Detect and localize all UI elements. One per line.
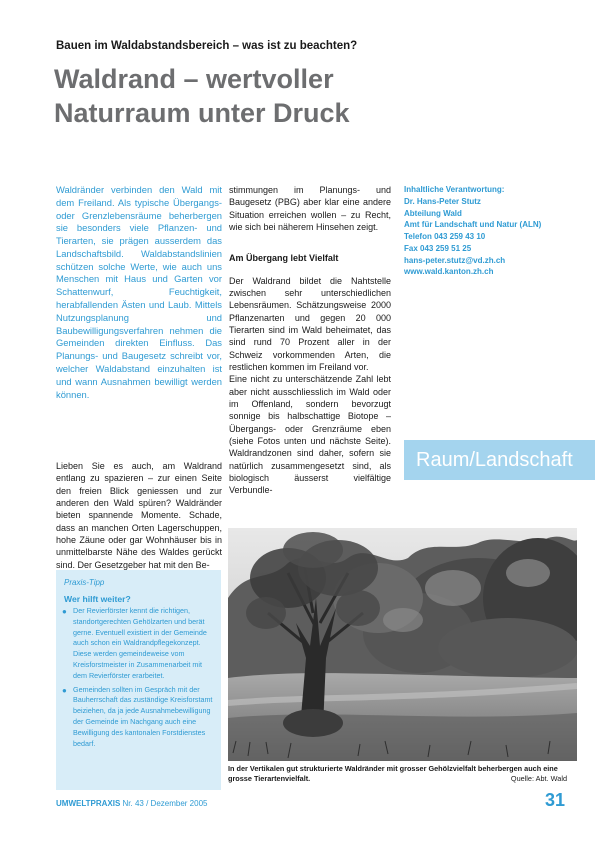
article-title	[54, 62, 474, 131]
contact-email[interactable]: hans-peter.stutz@vd.zh.ch	[404, 255, 506, 265]
body-intro: stimmungen im Planungs- und Baugesetz (PBG) aber klar eine andere Situation erreichen wollen – zu Recht, wie sich bei näherem Hinsehen zeigt.	[229, 185, 391, 232]
tip-list	[60, 606, 215, 752]
magazine-name: UMWELTPRAXIS	[56, 799, 121, 808]
tip-item-text: Gemeinden sollten im Gespräch mit der Bauherrschaft das zuständige Kreisforstamt beiziehen, da ja jede Ausnahmebewilligung der Gemeinde im Nachgang auch eine Bewilligung des kantonalen Forstdienstes bedarf.	[73, 684, 213, 748]
lead-paragraph: Waldränder verbinden den Wald mit dem Freiland. Als typische Übergangs- oder Grenzlebensräume beherbergen sie besonders viele Pflanzen- und Tierarten, sie prägen ausserdem das Landschaftsbild. Waldabstandslinien schützen solche Werte, wie auch uns Menschen mit Haus und Garten vor Schattenwurf, Feuchtigkeit, herabfallenden Ästen und Laub. Mittels Nutzungsplanung und Baubewilligungsverfahren nehmen die Gemeinden direkten Einfluss. Das Planungs- und Baugesetz schreibt vor, welcher Waldabstand einzuhalten ist und wann Ausnahmen bewilligt werden können.	[56, 184, 222, 400]
body-column-1: Lieben Sie es auch, am Waldrand entlang zu spazieren – zur einen Seite den freien Blick geniessen und zur anderen den Wald spüren? Waldränder bieten spannende Momente. Schade, dass an manchen Orten Lagerschuppen, hohe Zäune oder gar Wohnhäuser bis in unmittelbarste Nähe des Waldes gerückt sind. Der Gesetzgeber hat mit den Be-	[56, 461, 222, 570]
body-paragraph-2: Eine nicht zu unterschätzende Zahl lebt aber nicht ausschliesslich im Wald oder im Offenland, sondern bevorzugt sonnige bis halbschattige Biotope – Übergangs- oder Grenzräume eben (siehe Fotos unten und nächste Seite). Waldrandzonen sind daher, sofern sie natürlich zusammengesetzt sind, als biologisch äusserst vielfältige Verbundle-	[229, 374, 391, 496]
article-kicker: Bauen im Waldabstandsbereich – was ist zu beachten?	[56, 40, 358, 52]
bullet-icon: ●	[62, 607, 67, 616]
forest-edge-photo	[228, 528, 577, 761]
contact-department: Abteilung Wald	[404, 208, 462, 218]
tip-title: Wer hilft weiter?	[64, 594, 131, 604]
contact-box	[404, 184, 574, 278]
tip-item	[60, 685, 215, 750]
contact-website[interactable]: www.wald.kanton.zh.ch	[404, 267, 494, 277]
contact-phone: Telefon 043 259 43 10	[404, 232, 486, 241]
bullet-icon: ●	[62, 685, 67, 695]
body-column-2	[229, 184, 391, 497]
body-paragraph-1: Der Waldrand bildet die Nahtstelle zwischen sehr unterschiedlichen Lebensräumen. Schätzungsweise 2000 Pflanzenarten und gegen 20 000 Tierarten sind im Wald beheimatet, das sind rund 70 Prozent aller in der Schweiz vorkommenden Arten, die restlichen kommen im Freiland vor.	[229, 275, 391, 372]
tip-category: Praxis-Tipp	[64, 578, 105, 587]
contact-fax: Fax 043 259 51 25	[404, 243, 472, 253]
photo-caption: In der Vertikalen gut strukturierte Waldränder mit grosser Gehölzvielfalt beherbergen auch eine grosse Tierartenvielfalt.	[228, 764, 558, 784]
forest-edge-photo-illustration	[228, 528, 577, 761]
contact-label: Inhaltliche Verantwortung:	[404, 185, 505, 194]
title-line-2: Naturraum unter Druck	[54, 98, 350, 129]
title-line-1: Waldrand – wertvoller	[54, 64, 334, 94]
tip-item-text: Der Revierförster kennt die richtigen, standortgerechten Gehölzarten und berät gerne. Eventuell existiert in der Gemeinde auch schon ein Waldrandpflegekonzept. Diese werden gemeindeweise vom Kreisforstmeister in Zusammenarbeit mit dem Revierförster erarbeitet.	[73, 606, 207, 680]
issue-info: Nr. 43 / Dezember 2005	[122, 799, 208, 808]
contact-office: Amt für Landschaft und Natur (ALN)	[404, 220, 542, 230]
footer	[56, 799, 207, 808]
page-number: 31	[545, 790, 566, 810]
section-tab-label: Raum/Landschaft	[416, 449, 573, 471]
photo-credit: Quelle: Abt. Wald	[510, 774, 567, 783]
section-heading: Am Übergang lebt Vielfalt	[229, 253, 339, 264]
tip-item	[60, 606, 215, 682]
contact-name: Dr. Hans-Peter Stutz	[404, 196, 481, 206]
